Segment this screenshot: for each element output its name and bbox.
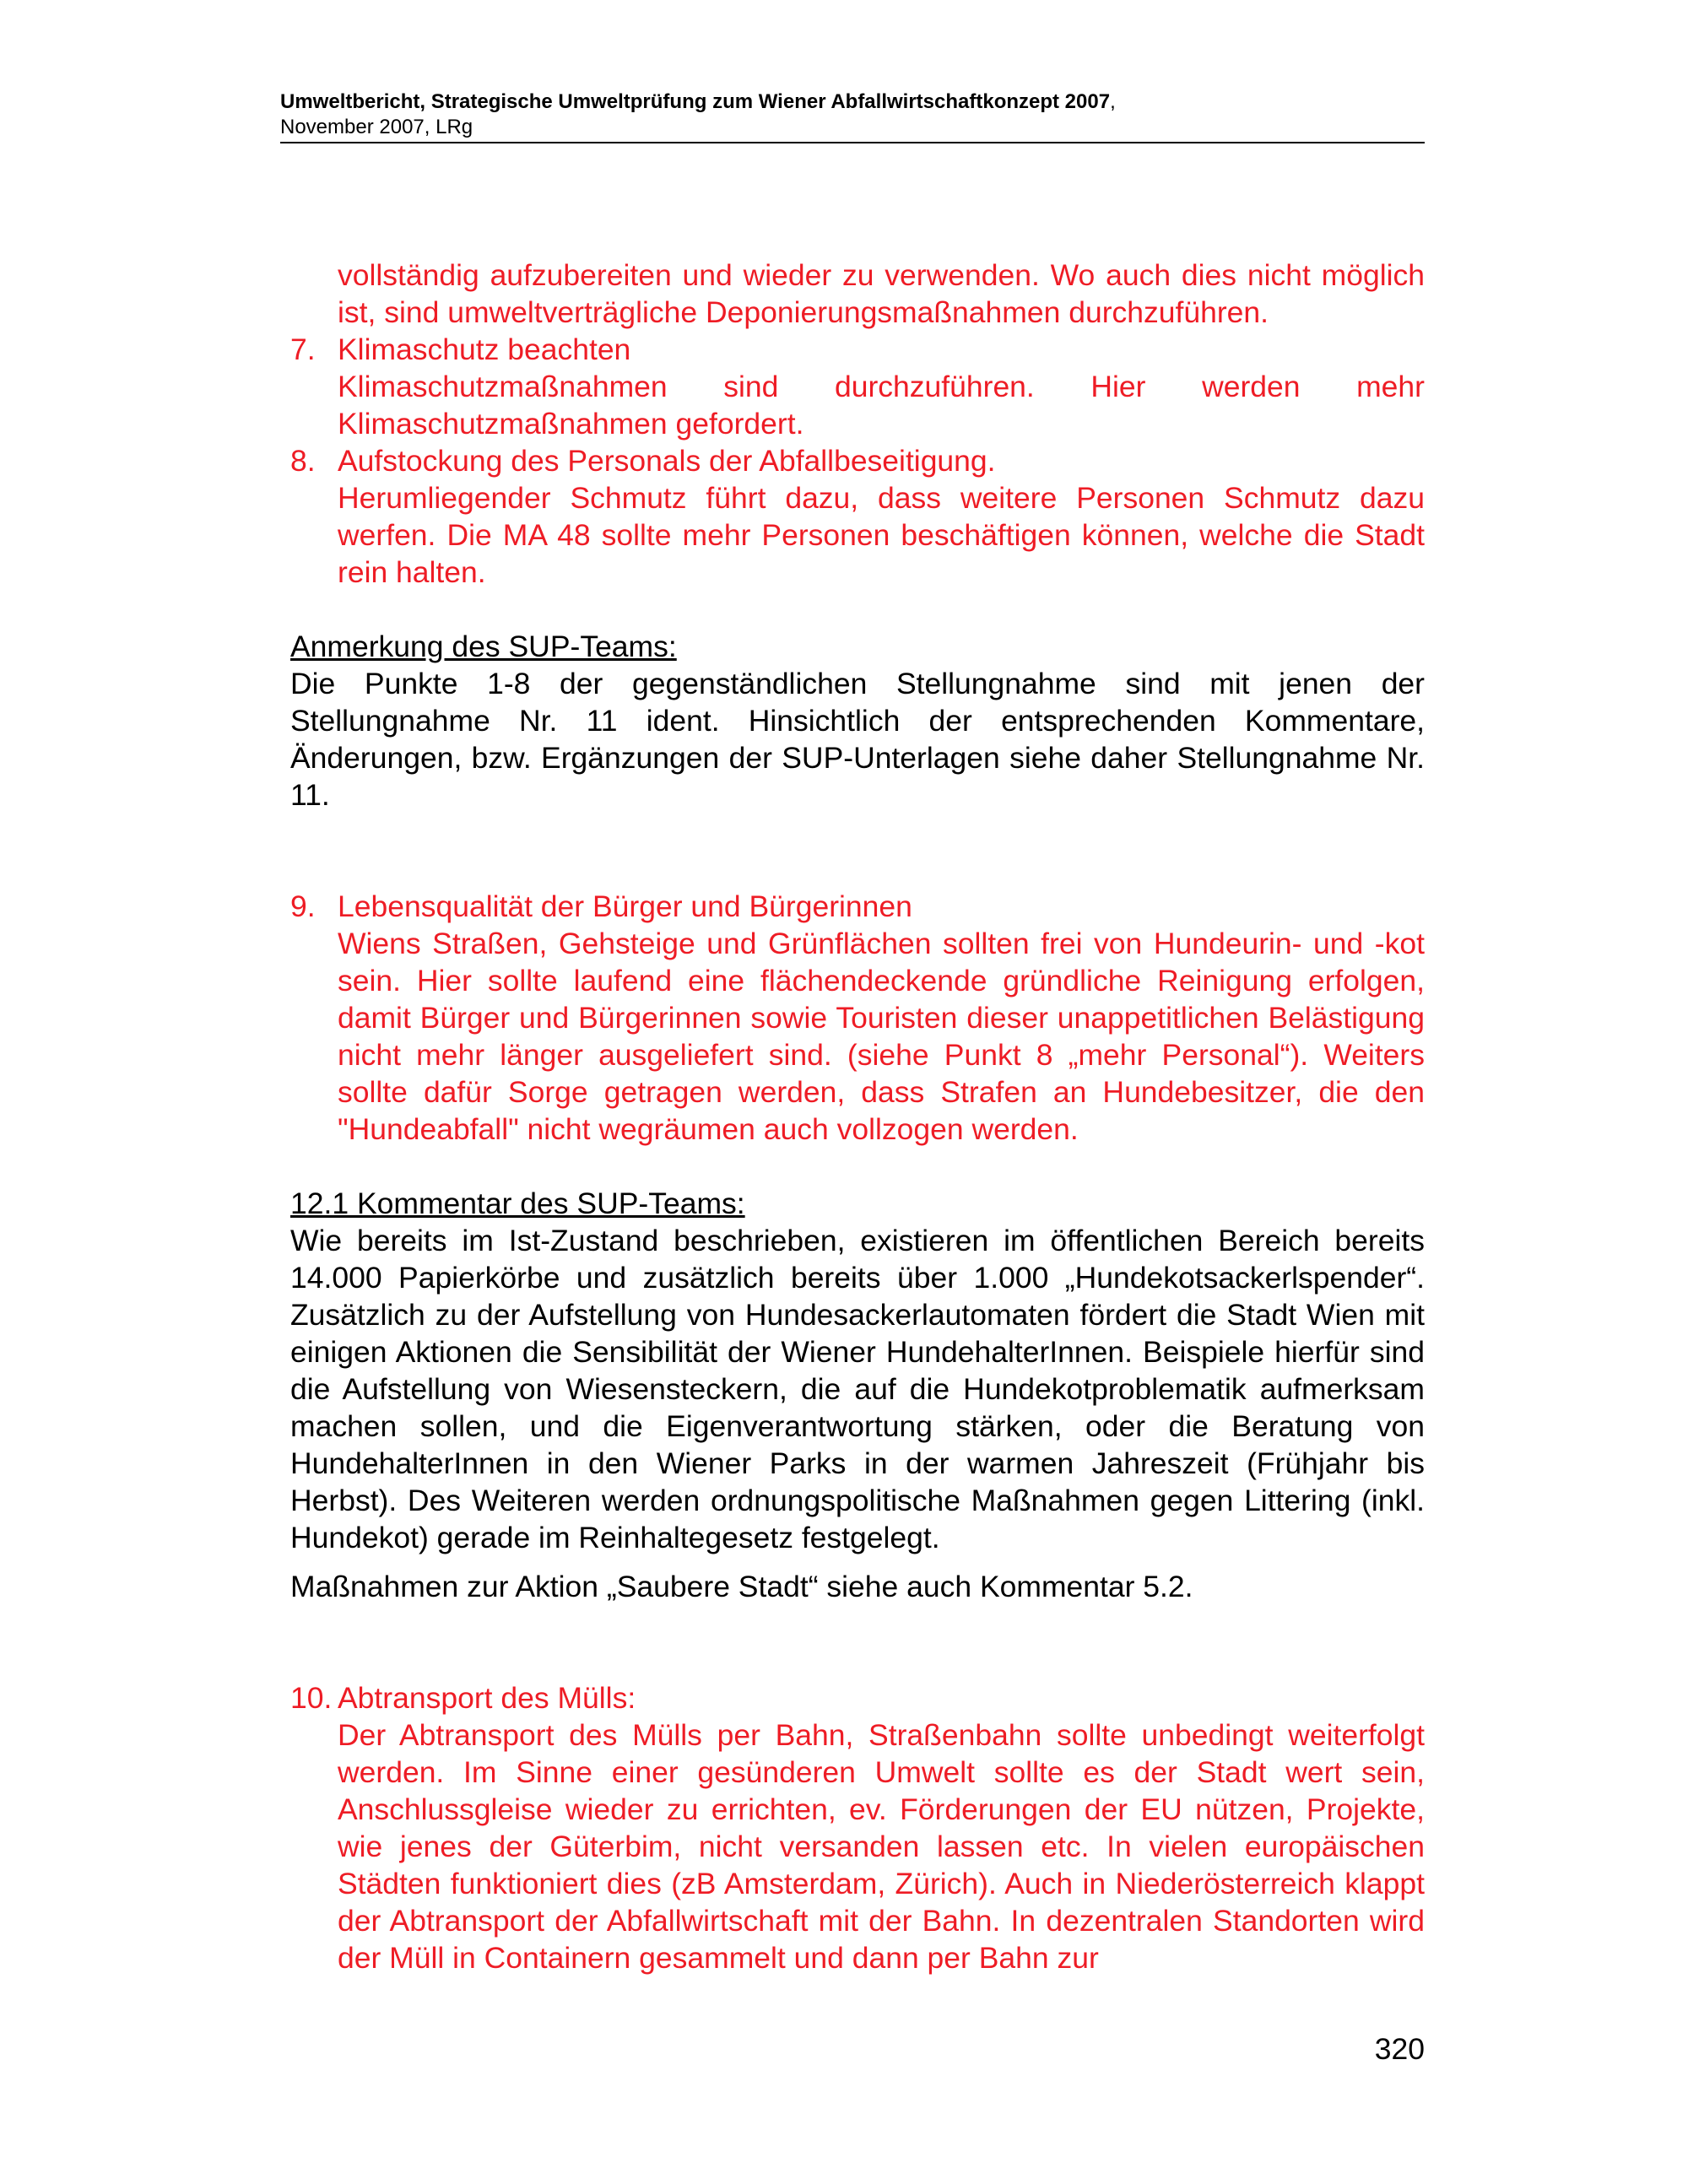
remark-heading: Anmerkung des SUP-Teams: xyxy=(290,630,677,663)
list-item-body: Der Abtransport des Mülls per Bahn, Straßenbahn sollte unbedingt weiterfolgt werden. Im Sinne einer gesünderen Umwelt sollte es der Stadt wert sein, Anschlussgleise wieder zu errichten, ev. Förderungen der EU nützen, Projekte, wie jenes der Güterbim, nicht versanden lassen etc. In vielen europäischen Städten funktioniert dies (zB Amsterdam, Zürich). Auch in Niederösterreich klappt der Abtransport der Abfallwirtschaft mit der Bahn. In dezentralen Standorten wird der Müll in Containern gesammelt und dann per Bahn zur xyxy=(338,1718,1425,1975)
list-item-number: 10. xyxy=(290,1681,333,1715)
list-item xyxy=(290,1679,1425,1976)
list-item-title: Abtransport des Mülls: xyxy=(338,1681,636,1715)
page-number: 320 xyxy=(1374,2032,1425,2066)
list-item-body: Wiens Straßen, Gehsteige und Grünflächen sollten frei von Hundeurin- und -kot sein. Hier sollte laufend eine flächendeckende gründliche Reinigung erfolgen, damit Bürger und Bürgerinnen sowie Touristen dieser unappetitlichen Belästigung nicht mehr länger ausgeliefert sind. (siehe Punkt 8 „mehr Personal“). Weiters sollte dafür Sorge getragen werden, dass Strafen an Hundebesitzer, die den "Hundeabfall" nicht wegräumen auch vollzogen werden. xyxy=(338,927,1425,1146)
list-item xyxy=(290,331,1425,442)
comment-note: Maßnahmen zur Aktion „Saubere Stadt“ siehe auch Kommentar 5.2. xyxy=(290,1570,1193,1603)
list-item xyxy=(290,888,1425,1148)
list-item-body: Herumliegender Schmutz führt dazu, dass weitere Personen Schmutz dazu werfen. Die MA 48 sollte mehr Personen beschäftigen können, welche die Stadt rein halten. xyxy=(338,481,1425,589)
page-header xyxy=(280,89,1425,143)
list-item-number: 8. xyxy=(290,444,316,478)
page-content xyxy=(290,257,1425,1976)
document-title: Umweltbericht, Strategische Umweltprüfung zum Wiener Abfallwirtschaftkonzept 2007, xyxy=(280,90,1116,113)
list-item-title: Aufstockung des Personals der Abfallbeseitigung. xyxy=(338,444,996,478)
remark-body: Die Punkte 1-8 der gegenständlichen Stellungnahme sind mit jenen der Stellungnahme Nr. 11 ident. Hinsichtlich der entsprechenden Kommentare, Änderungen, bzw. Ergänzungen der SUP-Unterlagen siehe daher Stellungnahme Nr. 11. xyxy=(290,667,1425,812)
comment-heading: 12.1 Kommentar des SUP-Teams: xyxy=(290,1187,745,1220)
list-item-body: Klimaschutzmaßnahmen sind durchzuführen. Hier werden mehr Klimaschutzmaßnahmen gefordert. xyxy=(338,370,1425,441)
list-item-title: Klimaschutz beachten xyxy=(338,332,631,366)
list-item-title: Lebensqualität der Bürger und Bürgerinnen xyxy=(338,889,912,923)
list-item-number: 9. xyxy=(290,889,316,923)
list-item xyxy=(290,442,1425,591)
list-item-number: 7. xyxy=(290,332,316,366)
document-subtitle: November 2007, LRg xyxy=(280,116,473,138)
comment-body: Wie bereits im Ist-Zustand beschrieben, existieren im öffentlichen Bereich bereits 14.000 Papierkörbe und zusätzlich bereits über 1.000 „Hundekotsackerlspender“. Zusätzlich zu der Aufstellung von Hundesackerlautomaten fördert die Stadt Wien mit einigen Aktionen die Sensibilität der Wiener HundehalterInnen. Beispiele hierfür sind die Aufstellung von Wiesensteckern, die auf die Hundekotproblematik aufmerksam machen sollen, und die Eigenverantwortung stärken, oder die Beratung von HundehalterInnen in den Wiener Parks in der warmen Jahreszeit (Frühjahr bis Herbst). Des Weiteren werden ordnungspolitische Maßnahmen gegen Littering (inkl. Hundekot) gerade im Reinhaltegesetz festgelegt. xyxy=(290,1224,1425,1554)
continuation-paragraph: vollständig aufzubereiten und wieder zu verwenden. Wo auch dies nicht möglich ist, sind umweltverträgliche Deponierungsmaßnahmen durchzuführen. xyxy=(338,258,1425,329)
